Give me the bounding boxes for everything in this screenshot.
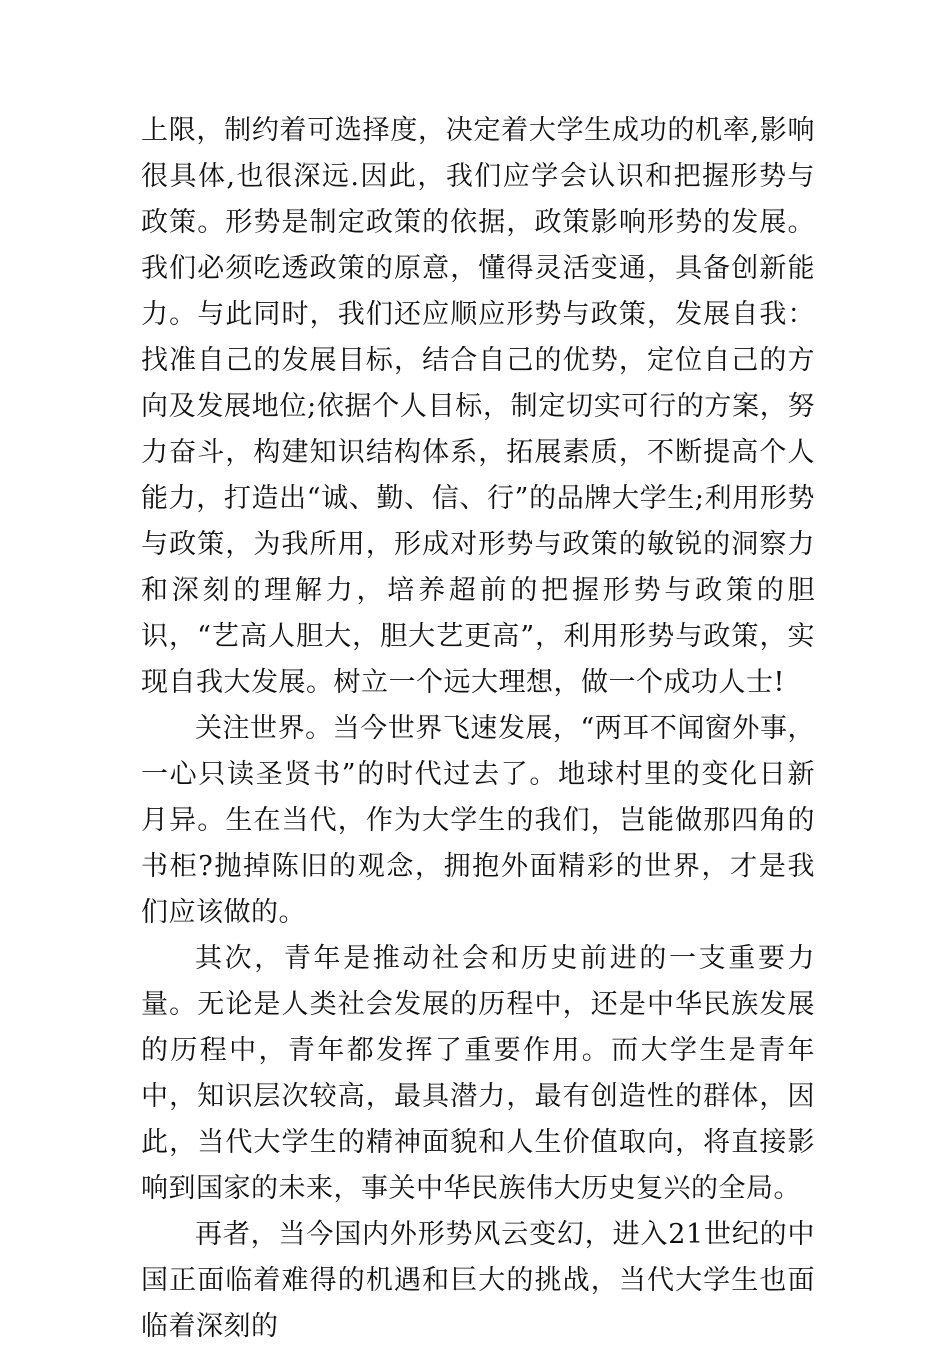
paragraph-continuation: 上限，制约着可选择度，决定着大学生成功的机率,影响很具体,也很深远.因此，我们应学会认识和把握形势与政策。形势是制定政策的依据，政策影响形势的发展。我们必须吃透政策的原意，懂得灵活变通，具备创新能力。与此同时，我们还应顺应形势与政策，发展自我：找准自己的发展目标，结合自己的优势，定位自己的方向及发展地位;依据个人目标，制定切实可行的方案，努力奋斗，构建知识结构体系，拓展素质，不断提高个人能力，打造出“诚、勤、信、行”的品牌大学生;利用形势与政策，为我所用，形成对形势与政策的敏锐的洞察力和深刻的理解力，培养超前的把握形势与政策的胆识，“艺高人胆大，胆大艺更高”，利用形势与政策，实现自我大发展。树立一个远大理想，做一个成功人士! [141, 115, 815, 698]
paragraph-situation: 再者，当今国内外形势风云变幻，进入21世纪的中国正面临着难得的机遇和巨大的挑战，当代大学生也面临着深刻的 [141, 1219, 815, 1342]
document-body [141, 108, 815, 1350]
paragraph-youth-force: 其次，青年是推动社会和历史前进的一支重要力量。无论是人类社会发展的历程中，还是中华民族发展的历程中，青年都发挥了重要作用。而大学生是青年中，知识层次较高，最具潜力，最有创造性的群体，因此，当代大学生的精神面貌和人生价值取向，将直接影响到国家的未来，事关中华民族伟大历史复兴的全局。 [141, 943, 815, 1204]
paragraph-focus-world: 关注世界。当今世界飞速发展，“两耳不闻窗外事，一心只读圣贤书”的时代过去了。地球村里的变化日新月异。生在当代，作为大学生的我们，岂能做那四角的书柜?抛掉陈旧的观念，拥抱外面精彩的世界，才是我们应该做的。 [141, 713, 815, 928]
